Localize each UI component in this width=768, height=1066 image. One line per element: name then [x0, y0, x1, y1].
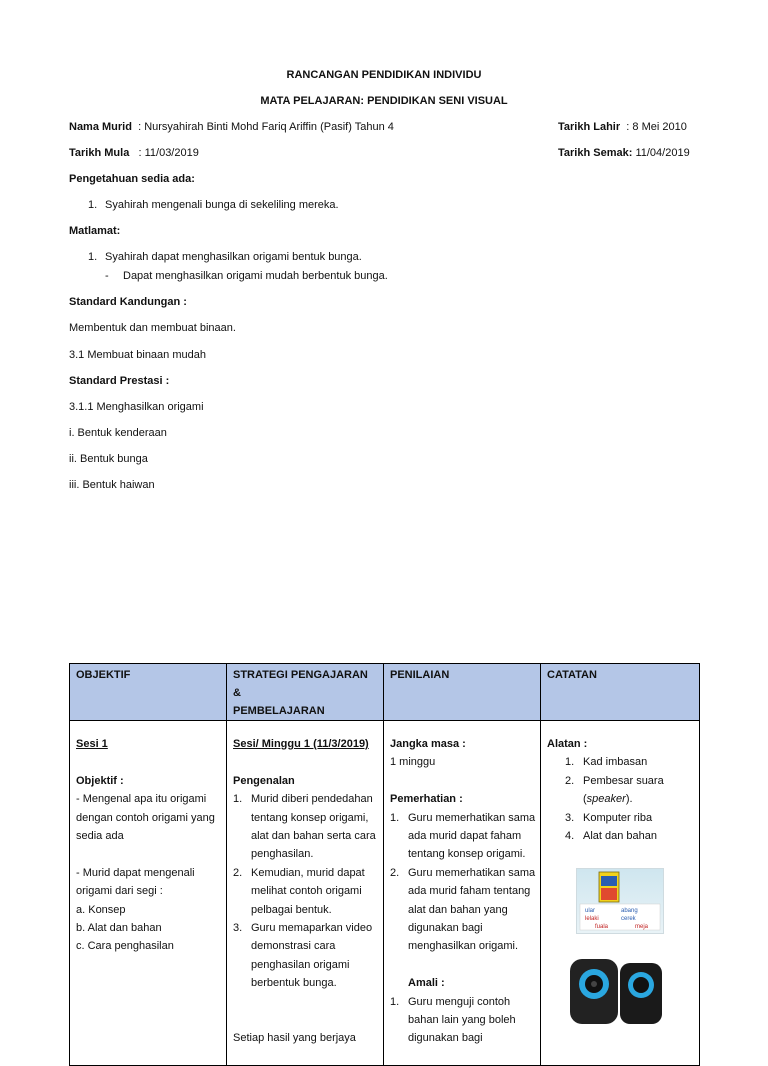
- content-standard-line: 3.1 Membuat binaan mudah: [69, 349, 206, 361]
- birthdate-label: Tarikh Lahir: [558, 121, 621, 133]
- objective-line: dengan contoh origami yang: [76, 811, 215, 824]
- goal-dash: -: [105, 270, 109, 282]
- list-item: 3. Guru memaparkan video demonstrasi cara penghasilan origami berbentuk bunga.: [233, 922, 373, 990]
- week-label: Sesi/ Minggu 1 (11/3/2019): [233, 738, 369, 750]
- list-item: 2. Kemudian, murid dapat melihat contoh origami pelbagai bentuk.: [233, 866, 365, 916]
- duration-value: 1 minggu: [390, 756, 436, 769]
- review-date-label: Tarikh Semak:: [558, 147, 633, 159]
- tools-list: [547, 753, 693, 845]
- flash-word: meja: [635, 924, 649, 930]
- objective-label: Objektif :: [76, 774, 124, 787]
- observation-label: Pemerhatian :: [390, 793, 463, 806]
- goal-subitem: Dapat menghasilkan origami mudah berbentuk bunga.: [123, 270, 388, 282]
- header-objektif: OBJEKTIF: [70, 664, 227, 721]
- duration-label: Jangka masa :: [390, 738, 466, 750]
- strategy-note: Setiap hasil yang berjaya: [233, 1032, 356, 1045]
- name-label: Nama Murid: [69, 121, 132, 133]
- list-item: 3. Komputer riba: [565, 811, 653, 824]
- objective-line: sedia ada: [76, 830, 124, 843]
- birthdate-value: : 8 Mei 2010: [626, 121, 687, 133]
- student-name-row: [69, 121, 394, 133]
- content-standard-line: Membentuk dan membuat binaan.: [69, 322, 236, 334]
- performance-standard-line: i. Bentuk kenderaan: [69, 427, 167, 439]
- objective-cell: [70, 721, 227, 1066]
- list-item: 1. Murid diberi pendedahan tentang konsep origami, alat dan bahan serta cara penghasilan.: [233, 793, 376, 861]
- subject-title: MATA PELAJARAN: PENDIDIKAN SENI VISUAL: [260, 95, 508, 107]
- flash-word: lelaki: [585, 916, 599, 922]
- speakers-image: [566, 955, 666, 1024]
- review-date-row: [558, 147, 690, 159]
- performance-standard-line: ii. Bentuk bunga: [69, 453, 148, 465]
- start-date-value: : 11/03/2019: [138, 147, 199, 159]
- header-catatan: CATATAN: [541, 664, 700, 721]
- header-strategi: STRATEGI PENGAJARAN & PEMBELAJARAN: [227, 664, 384, 721]
- review-date-value: 11/04/2019: [632, 147, 690, 159]
- objective-line: a. Konsep: [76, 903, 126, 916]
- observation-list: [390, 809, 534, 956]
- performance-standard-line: iii. Bentuk haiwan: [69, 479, 155, 491]
- list-item: 1. Guru memerhatikan sama ada murid dapat faham tentang konsep origami.: [390, 811, 536, 861]
- list-item: 1. Kad imbasan: [565, 756, 648, 769]
- content-standard-heading: Standard Kandungan :: [69, 296, 187, 308]
- prior-knowledge-heading: Pengetahuan sedia ada:: [69, 173, 195, 185]
- objective-line: b. Alat dan bahan: [76, 922, 162, 935]
- header-penilaian: PENILAIAN: [384, 664, 541, 721]
- flash-word: abang: [621, 908, 638, 914]
- introduction-label: Pengenalan: [233, 774, 295, 787]
- goal-num: 1.: [88, 251, 98, 263]
- name-value: : Nursyahirah Binti Mohd Fariq Ariffin (Pasif) Tahun 4: [138, 121, 394, 133]
- list-item: 1. Guru menguji contoh bahan lain yang boleh digunakan bagi: [390, 995, 516, 1045]
- session-label: Sesi 1: [76, 738, 108, 750]
- goal-heading: Matlamat:: [69, 225, 121, 237]
- objective-line: - Murid dapat mengenali: [76, 866, 195, 879]
- performance-standard-line: 3.1.1 Menghasilkan origami: [69, 401, 204, 413]
- list-item: 2. Guru memerhatikan sama ada murid faham tentang alat dan bahan yang digunakan bagi menghasilkan origami.: [390, 866, 536, 953]
- list-item: 2. Pembesar suara (speaker).: [565, 774, 664, 806]
- birthdate-row: [558, 121, 687, 133]
- document-title: RANCANGAN PENDIDIKAN INDIVIDU: [286, 69, 482, 81]
- start-date-label: Tarikh Mula: [69, 147, 130, 159]
- practical-list: [390, 993, 534, 1048]
- list-item: 4. Alat dan bahan: [565, 830, 658, 843]
- strategy-list: [233, 790, 377, 992]
- objective-line: origami dari segi :: [76, 885, 163, 898]
- flash-word: ular: [585, 908, 596, 914]
- practical-label: Amali :: [408, 977, 445, 990]
- assessment-cell: [384, 721, 541, 1066]
- prior-knowledge-num: 1.: [88, 199, 98, 211]
- prior-knowledge-item: Syahirah mengenali bunga di sekeliling mereka.: [105, 199, 339, 211]
- flash-word: cerek: [621, 916, 636, 922]
- strategy-cell: [227, 721, 384, 1066]
- performance-standard-heading: Standard Prestasi :: [69, 375, 170, 387]
- table-header-row: [70, 664, 700, 721]
- flash-word: fuala: [595, 924, 609, 930]
- objective-line: c. Cara penghasilan: [76, 940, 174, 953]
- goal-item: Syahirah dapat menghasilkan origami bentuk bunga.: [105, 251, 362, 263]
- start-date-row: [69, 147, 199, 159]
- flash-card-image: [576, 868, 664, 934]
- tools-label: Alatan :: [547, 738, 588, 750]
- objective-line: - Mengenal apa itu origami: [76, 793, 207, 806]
